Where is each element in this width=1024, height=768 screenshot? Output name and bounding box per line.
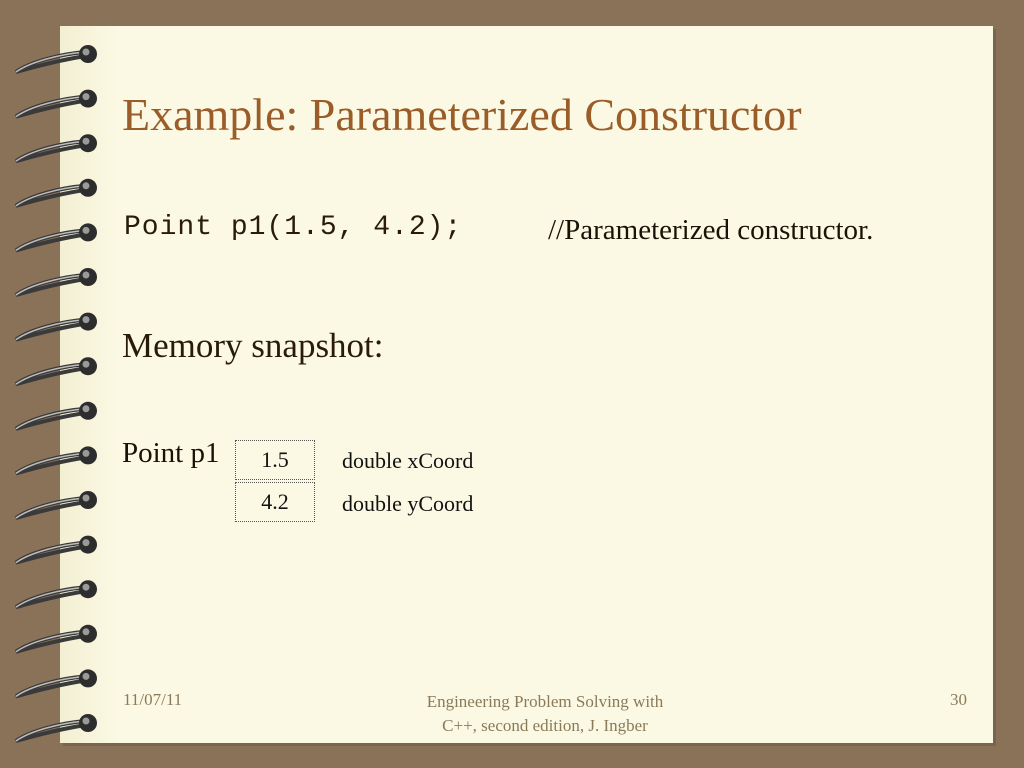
binding-ring [16, 580, 97, 607]
footer-page-number: 30 [950, 690, 967, 709]
object-label: Point p1 [122, 437, 220, 469]
slide-title: Example: Parameterized Constructor [122, 89, 802, 140]
binding-ring [16, 625, 97, 652]
memory-cell-xcoord: 1.5 [235, 440, 315, 480]
code-statement [124, 212, 462, 243]
binding-ring [16, 268, 97, 295]
binding-ring [16, 536, 97, 563]
memory-snapshot-heading: Memory snapshot: [122, 326, 384, 365]
binding-ring [16, 446, 97, 473]
binding-ring [16, 669, 97, 696]
code-comment: //Parameterized constructor. [548, 214, 874, 246]
spiral-binding-icon [0, 0, 120, 768]
binding-ring [16, 90, 97, 117]
binding-ring [16, 714, 97, 741]
memory-label-xcoord: double xCoord [342, 448, 474, 473]
binding-ring [16, 223, 97, 250]
footer-source [380, 690, 710, 738]
footer-source-line2: C++, second edition, J. Ingber [442, 716, 648, 735]
binding-ring [16, 402, 97, 429]
binding-ring [16, 357, 97, 384]
binding-ring [16, 134, 97, 161]
binding-ring [16, 45, 97, 72]
code-text: Point p1(1.5, 4.2); [124, 212, 463, 243]
footer-source-line1: Engineering Problem Solving with [426, 692, 664, 711]
footer-date: 11/07/11 [123, 690, 183, 709]
memory-label-ycoord: double yCoord [342, 491, 474, 516]
binding-ring [16, 491, 97, 518]
memory-cell-ycoord: 4.2 [235, 482, 315, 522]
binding-ring [16, 313, 97, 340]
binding-ring [16, 179, 97, 206]
